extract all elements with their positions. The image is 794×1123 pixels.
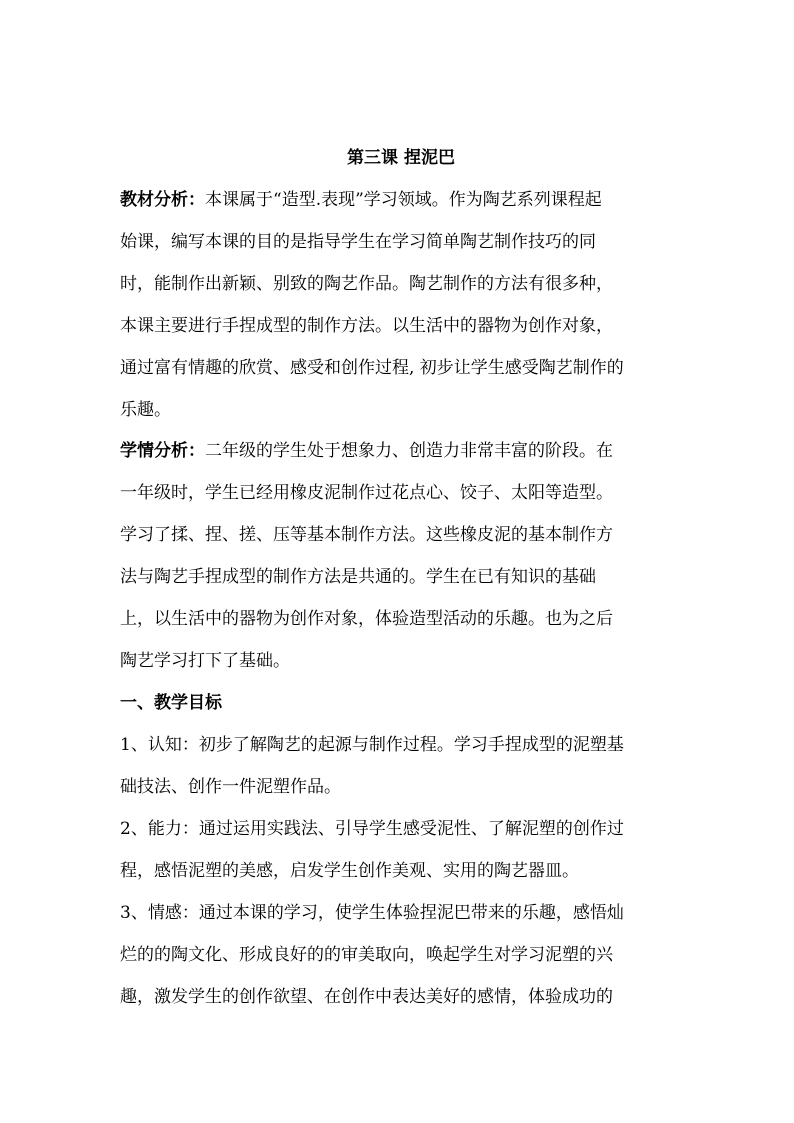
material-analysis-line-1 bbox=[120, 187, 602, 213]
goal-line-2: 础技法、创作一件泥塑作品。 bbox=[120, 777, 341, 797]
material-analysis-line-6: 乐趣。 bbox=[120, 400, 171, 420]
material-analysis-line-4: 本课主要进行手捏成型的制作方法。以生活中的器物为创作对象， bbox=[120, 316, 613, 336]
student-analysis-line-4: 法与陶艺手捏成型的制作方法是共通的。学生在已有知识的基础 bbox=[120, 567, 596, 587]
goal-line-5: 3、情感：通过本课的学习，使学生体验捏泥巴带来的乐趣，感悟灿 bbox=[120, 903, 624, 923]
material-analysis-label: 教材分析： bbox=[120, 190, 205, 210]
goal-line-4: 程，感悟泥塑的美感，启发学生创作美观、实用的陶艺器皿。 bbox=[120, 861, 579, 881]
student-analysis-text: 二年级的学生处于想象力、创造力非常丰富的阶段。在 bbox=[205, 441, 613, 461]
goal-line-7: 趣，激发学生的创作欲望、在创作中表达美好的感情，体验成功的 bbox=[120, 987, 613, 1007]
goal-line-6: 烂的的陶文化、形成良好的的审美取向，唤起学生对学习泥塑的兴 bbox=[120, 945, 613, 965]
student-analysis-line-1 bbox=[120, 438, 613, 464]
material-analysis-line-5: 通过富有情趣的欣赏、感受和创作过程, 初步让学生感受陶艺制作的 bbox=[120, 358, 624, 378]
section-heading-teaching-goals: 一、教学目标 bbox=[120, 693, 222, 713]
material-analysis-line-3: 时，能制作出新颖、别致的陶艺作品。陶艺制作的方法有很多种， bbox=[120, 274, 613, 294]
material-analysis-line-2: 始课，编写本课的目的是指导学生在学习简单陶艺制作技巧的同 bbox=[120, 232, 596, 252]
lesson-title: 第三课 捏泥巴 bbox=[347, 148, 455, 168]
student-analysis-label: 学情分析： bbox=[120, 441, 205, 461]
student-analysis-line-5: 上，以生活中的器物为创作对象，体验造型活动的乐趣。也为之后 bbox=[120, 609, 613, 629]
student-analysis-line-3: 学习了揉、捏、搓、压等基本制作方法。这些橡皮泥的基本制作方 bbox=[120, 525, 613, 545]
student-analysis-line-2: 一年级时，学生已经用橡皮泥制作过花点心、饺子、太阳等造型。 bbox=[120, 483, 613, 503]
material-analysis-text: 本课属于“造型.表现”学习领域。作为陶艺系列课程起 bbox=[205, 190, 602, 210]
goal-line-1: 1、认知：初步了解陶艺的起源与制作过程。学习手捏成型的泥塑基 bbox=[120, 735, 624, 755]
student-analysis-line-6: 陶艺学习打下了基础。 bbox=[120, 651, 290, 671]
goal-line-3: 2、能力：通过运用实践法、引导学生感受泥性、了解泥塑的创作过 bbox=[120, 819, 624, 839]
